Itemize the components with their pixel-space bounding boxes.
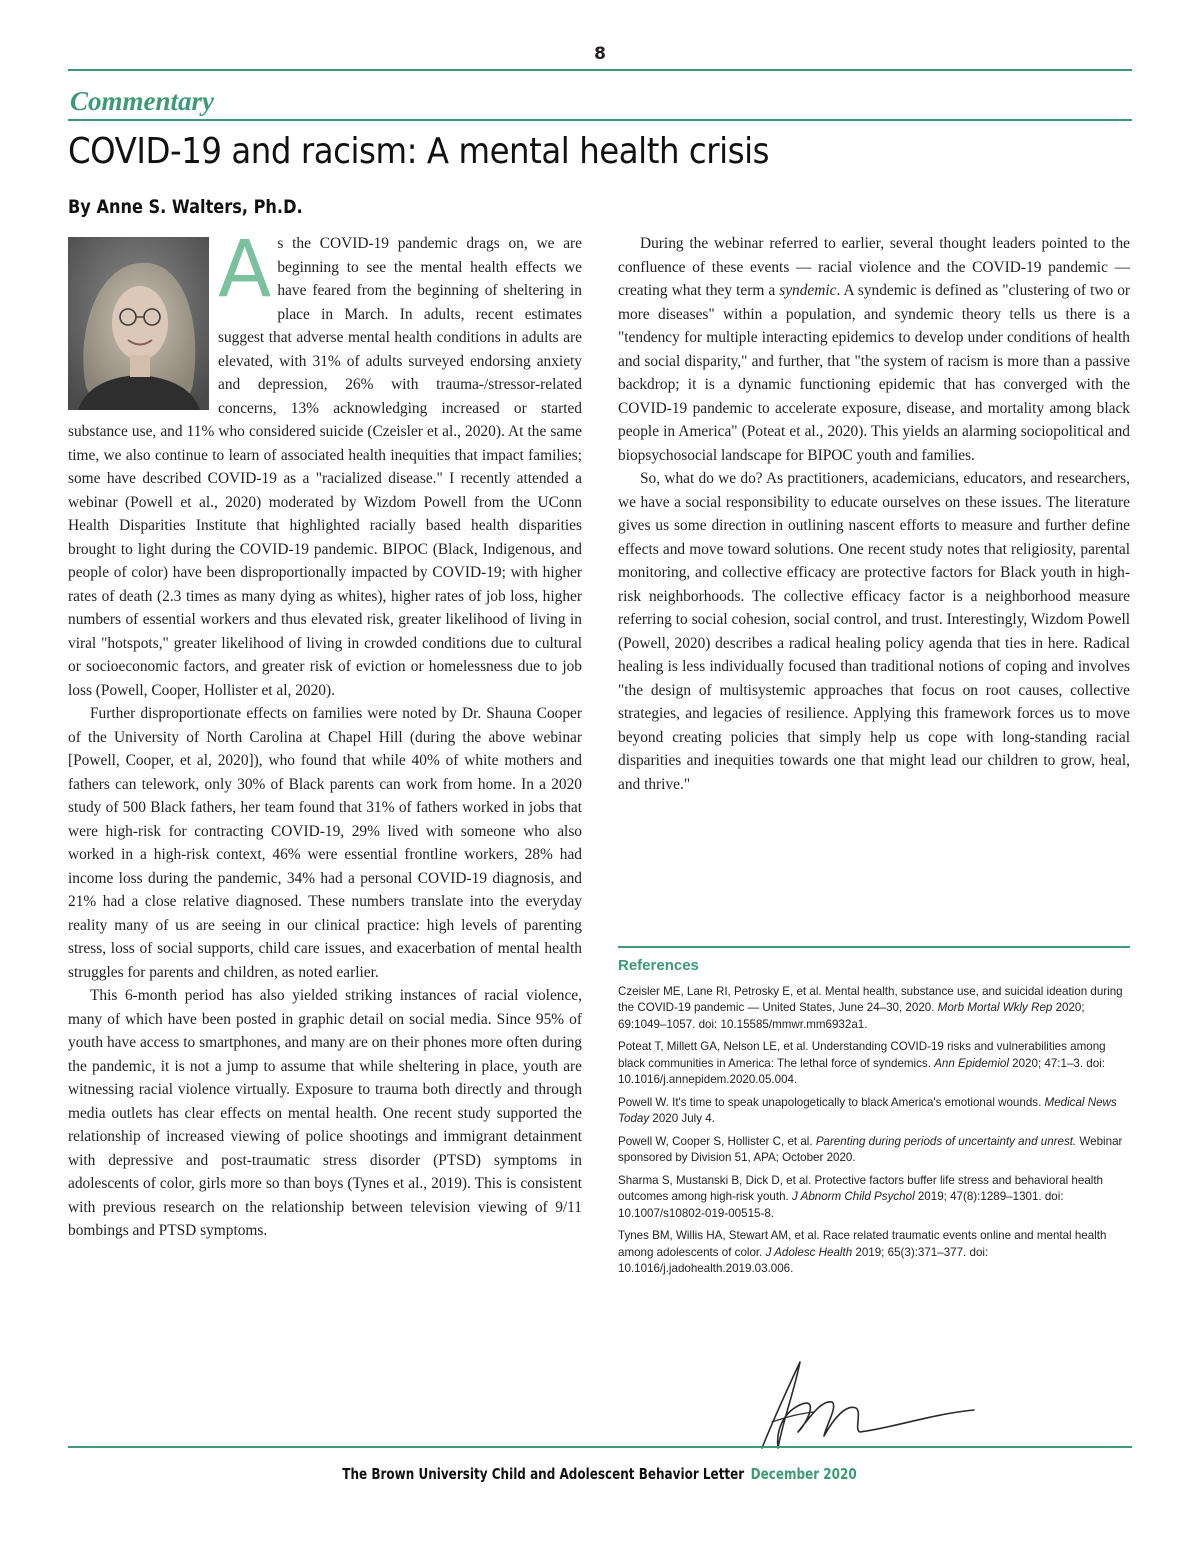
footer-date: December 2020 — [751, 1465, 858, 1483]
header-rule-bottom — [68, 119, 1132, 121]
reference-item — [618, 1228, 1130, 1278]
reference-item — [618, 1039, 1130, 1089]
article-column-right — [618, 232, 1130, 796]
reference-text: 2020; 69:1049–1057. doi: 10.15585/mmwr.mm6932a1. — [618, 1001, 1085, 1031]
references-rule — [618, 946, 1130, 948]
reference-journal: Ann Epidemiol — [934, 1056, 1009, 1070]
footer-rule — [68, 1446, 1132, 1448]
reference-item — [618, 1134, 1130, 1167]
article-paragraph-5: So, what do we do? As practitioners, academicians, educators, and researchers, we have a social responsibility to educate ourselves on these issues. The literature gives us some direction in outlining nascent efforts to measure and further define effects and move toward solutions. One recent study notes that religiosity, parental monitoring, and collective efficacy are protective factors for Black youth in high-risk neighborhoods. The collective efficacy factor is a neighborhood measure referring to social cohesion, social control, and trust. Interestingly, Wizdom Powell (Powell, 2020) describes a radical healing policy agenda that ties in here. Radical healing is less individually focused than traditional notions of coping and involves "the design of multisystemic approaches that focus on root causes, collective strategies, and legacies of resilience. Applying this framework forces us to move beyond creating policies that simply help us cope with long-standing racial disparities and inequities towards one that might lead our children to grow, heal, and thrive." — [618, 470, 1130, 793]
reference-text: 2020 July 4. — [649, 1112, 715, 1125]
reference-text: 2019; 47(8):1289–1301. doi: 10.1007/s10802-019-00515-8. — [618, 1190, 1064, 1220]
references-heading: References — [618, 957, 699, 974]
article-paragraph-4 — [618, 232, 1130, 467]
section-label: Commentary — [70, 86, 215, 116]
photo-wrap-spacer — [68, 232, 218, 418]
article-paragraph-2: Further disproportionate effects on families were noted by Dr. Shauna Cooper of the University of North Carolina at Chapel Hill (during the above webinar [Powell, Cooper, et al, 2020]), who found that while 40% of white mothers and fathers can telework, only 30% of Black parents can work from home. In a 2020 study of 500 Black fathers, her team found that 31% of fathers worked in jobs that were high-risk for contracting COVID-19, 29% lived with someone who also worked in a high-risk context, 46% were essential frontline workers, 28% had income loss during the pandemic, 34% had a personal COVID-19 diagnosis, and 21% had a close relative diagnosed. These numbers translate into the everyday reality many of us are seeing in our clinical practice: high levels of parenting stress, loss of social supports, child care issues, and exacerbation of mental health struggles for parents and children, as noted earlier. — [68, 705, 582, 981]
reference-text: Sharma S, Mustanski B, Dick D, et al. Protective factors buffer life stress and behavioral health outcomes among high-risk youth. — [618, 1173, 1104, 1203]
reference-text: 2020; 47:1–3. doi: 10.1016/j.annepidem.2020.05.004. — [618, 1056, 1105, 1086]
footer-inner — [343, 1465, 857, 1483]
reference-text: Powell W. It's time to speak unapologetically to black America's emotional wounds. — [618, 1095, 1045, 1109]
reference-text: Powell W, Cooper S, Hollister C, et al. — [618, 1134, 816, 1148]
reference-item — [618, 1095, 1130, 1128]
reference-journal: J Abnorm Child Psychol — [792, 1190, 915, 1203]
reference-text: Poteat T, Millett GA, Nelson LE, et al. Understanding COVID-19 risks and vulnerabilities among black communities in America: The lethal force of syndemics. — [618, 1040, 1106, 1070]
article-paragraph-3: This 6-month period has also yielded striking instances of racial violence, many of which have been posted in graphic detail on social media. Since 95% of youth have access to smartphones, and many are on their phones more often during the pandemic, it is not a jump to assume that while sheltering in place, youth are witnessing racial violence virtually. Exposure to trauma both directly and through media outlets has clear effects on mental health. One recent study supported the relationship of increased viewing of police shootings and immigrant detainment with depressive and post-traumatic stress disorder (PTSD) symptoms in adolescents of color, girls more so than boys (Tynes et al., 2019). This is consistent with previous research on the relationship between television viewing of 9/11 bombings and PTSD symptoms. — [68, 987, 582, 1239]
reference-item — [618, 1173, 1130, 1223]
paragraph-text: s the COVID-19 pandemic drags on, we are beginning to see the mental health effects we have feared from the beginning of sheltering in place in March. In adults, recent estimates suggest that adverse mental health conditions in adults are elevated, with 31% of adults surveyed endorsing anxiety and depression, 26% with trauma-/stressor-related concerns, 13% acknowledging increased or started substance use, and 11% who considered suicide (Czeisler et al., 2020). At the same time, we also continue to learn of associated health inequities that impact families; some have described COVID-19 as a "racialized disease." I recently attended a webinar (Powell et al., 2020) moderated by Wizdom Powell from the UConn Health Disparities Institute that highlighted racially based health disparities brought to light during the COVID-19 pandemic. BIPOC (Black, Indigenous, and people of color) have been disproportionally impacted by COVID-19; with higher rates of death (2.3 times as many dying as whites), higher rates of job loss, higher numbers of essential workers and thus elevated risk, greater likelihood of living in viral "hotspots," greater likelihood of living in crowded conditions due to cultural or socioeconomic factors, and greater risk of eviction or homelessness due to job loss (Powell, Cooper, Hollister et al, 2020). — [68, 235, 582, 699]
footer — [0, 1465, 1200, 1483]
reference-text: Tynes BM, Willis HA, Stewart AM, et al. Race related traumatic events online and mental health among adolescents of color. — [618, 1229, 1107, 1259]
reference-item — [618, 984, 1130, 1034]
page-number: 8 — [594, 44, 606, 64]
footer-publication: The Brown University Child and Adolescent Behavior Letter — [342, 1465, 745, 1483]
reference-text: 2019; 65(3):371–377. doi: 10.1016/j.jadohealth.2019.03.006. — [618, 1245, 989, 1275]
header-rule-top — [68, 69, 1132, 71]
reference-text: Czeisler ME, Lane RI, Petrosky E, et al. Mental health, substance use, and suicidal ideation during the COVID-19 pandemic — United States, June 24–30, 2020. — [618, 984, 1123, 1014]
reference-journal: Medical News Today — [618, 1095, 1117, 1125]
paragraph-text: . A syndemic is defined as "clustering of two or more diseases" within a population, and syndemic theory tells us there is a "tendency for multiple interacting epidemics to develop under conditions of health and social disparity," and further, that "the system of racism is more than a passive backdrop; it is a dynamic functioning epidemic that has converged with the COVID-19 pandemic to accelerate exposure, disease, and mortality among black people in America" (Poteat et al., 2020). This yields an alarming sociopolitical and biopsychosocial landscape for BIPOC youth and families. — [618, 282, 1131, 464]
article-title: COVID-19 and racism: A mental health crisis — [68, 131, 770, 172]
reference-text: Webinar sponsored by Division 51, APA; October 2020. — [618, 1134, 1123, 1164]
reference-journal: Parenting during periods of uncertainty and unrest. — [815, 1134, 1077, 1148]
byline: By Anne S. Walters, Ph.D. — [68, 196, 303, 218]
article-column-left — [68, 225, 582, 1243]
emphasis-term: syndemic — [779, 282, 837, 299]
references-section — [618, 958, 1130, 1284]
reference-journal: J Adolesc Health — [765, 1245, 853, 1259]
dropcap: A — [218, 225, 272, 315]
paragraph-text: During the webinar referred to earlier, several thought leaders pointed to the confluence of these events — racial violence and the COVID-19 pandemic — creating what they term a — [618, 235, 1130, 299]
reference-journal: Morb Mortal Wkly Rep — [937, 1001, 1053, 1014]
